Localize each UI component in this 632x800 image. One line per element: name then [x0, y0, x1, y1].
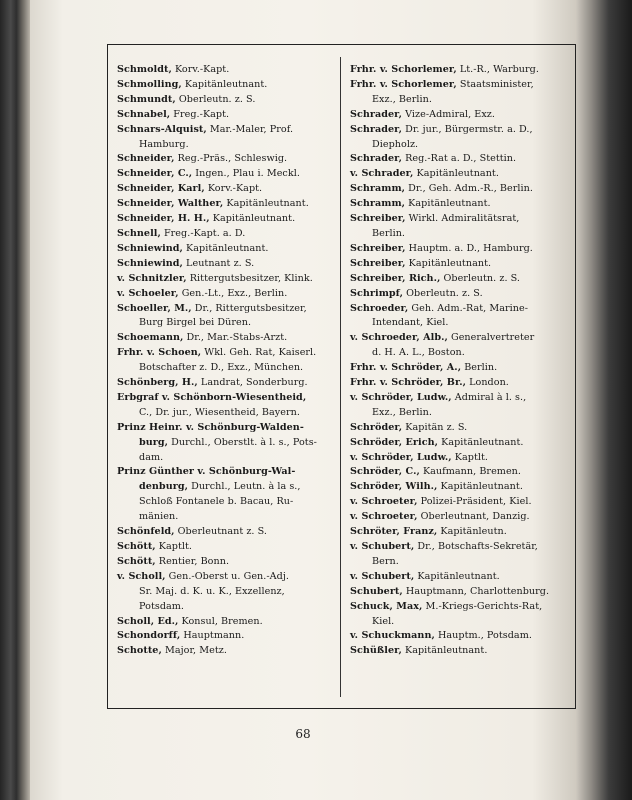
directory-entry — [350, 302, 572, 332]
entry-continuation: mänien. — [139, 511, 179, 523]
entry-line: Schrader, Dr. jur., Bürgermstr. a. D., — [350, 123, 533, 135]
directory-entry — [117, 525, 337, 540]
entry-line: Schröder, Wilh., Kapitänleutnant. — [350, 481, 523, 493]
entry-line: Schönberg, H., Landrat, Sonderburg. — [117, 377, 308, 389]
entry-line: Schrader, Vize-Admiral, Exz. — [350, 108, 496, 120]
directory-entry — [350, 391, 572, 421]
directory-entry — [350, 465, 572, 480]
directory-entry — [117, 167, 337, 182]
entry-line: v. Schrader, Kapitänleutnant. — [350, 168, 499, 180]
entry-continuation: C., Dr. jur., Wiesentheid, Bayern. — [139, 406, 300, 418]
directory-entry — [350, 361, 572, 376]
entry-line: Schroeder, Geh. Adm.-Rat, Marine- — [350, 302, 529, 314]
entry-line: Schneider, Walther, Kapitänleutnant. — [117, 198, 309, 210]
entry-line: Schuck, Max, M.-Kriegs-Gerichts-Rat, — [350, 600, 543, 612]
entry-line: Schröder, Kapitän z. S. — [350, 421, 468, 433]
directory-entry — [117, 212, 337, 227]
directory-entry — [117, 421, 337, 466]
entry-line: v. Schroeder, Alb., Generalvertreter — [350, 332, 535, 344]
column-divider — [340, 57, 341, 697]
entry-continuation: Bern. — [372, 555, 399, 567]
entry-line: v. Schoeler, Gen.-Lt., Exz., Berlin. — [117, 287, 288, 299]
entry-line: Schneider, Reg.-Präs., Schleswig. — [117, 153, 288, 165]
entry-line: Prinz Günther v. Schönburg-Wal- — [117, 466, 296, 478]
directory-entry — [117, 555, 337, 570]
directory-entry — [117, 227, 337, 242]
directory-entry — [350, 376, 572, 391]
entry-line: Schramm, Kapitänleutnant. — [350, 198, 491, 210]
directory-entry — [350, 525, 572, 540]
entry-line: Prinz Heinr. v. Schönburg-Walden- — [117, 421, 304, 433]
entry-continuation: Exz., Berlin. — [372, 93, 432, 105]
entry-line: v. Schubert, Dr., Botschafts-Sekretär, — [350, 541, 538, 552]
entry-line: Schmoldt, Korv.-Kapt. — [117, 64, 230, 75]
entry-line: Schnabel, Freg.-Kapt. — [117, 108, 230, 120]
entry-line: v. Schröder, Ludw., Admiral à l. s., — [350, 391, 527, 403]
entry-continuation: Berlin. — [372, 227, 406, 239]
directory-entry — [117, 257, 337, 272]
left-column — [117, 63, 337, 659]
entry-line: Schondorff, Hauptmann. — [117, 630, 245, 642]
directory-entry — [350, 480, 572, 495]
directory-entry — [350, 436, 572, 451]
directory-entry — [350, 242, 572, 257]
entry-line: Schött, Rentier, Bonn. — [117, 555, 230, 567]
entry-continuation: Diepholz. — [372, 138, 419, 150]
entry-continuation: Hamburg. — [139, 138, 189, 150]
directory-entry — [117, 346, 337, 376]
entry-line: v. Schroeter, Oberleutnant, Danzig. — [350, 511, 530, 523]
entry-line: Schubert, Hauptmann, Charlottenburg. — [350, 585, 550, 597]
directory-entry — [117, 391, 337, 421]
entry-line: Schneider, Karl, Korv.-Kapt. — [117, 183, 263, 195]
entry-line: Frhr. v. Schoen, Wkl. Geh. Rat, Kaiserl. — [117, 347, 317, 359]
directory-entry — [350, 287, 572, 302]
entry-line: Schött, Kaptlt. — [117, 541, 193, 552]
directory-entry — [117, 152, 337, 167]
entry-line: Erbgraf v. Schönborn-Wiesentheid, — [117, 391, 307, 403]
directory-entry — [350, 272, 572, 287]
entry-line: v. Schröder, Ludw., Kaptlt. — [350, 451, 488, 463]
directory-entry — [350, 644, 572, 659]
entry-line: Schoeller, M., Dr., Rittergutsbesitzer, — [117, 302, 307, 314]
entry-line: Frhr. v. Schröder, Br., London. — [350, 377, 509, 389]
directory-entry — [117, 644, 337, 659]
book-binding — [0, 0, 30, 800]
entry-continuation: Potsdam. — [139, 600, 185, 612]
entry-line: Frhr. v. Schorlemer, Staatsminister, — [350, 78, 534, 90]
directory-entry — [117, 465, 337, 525]
entry-line: Schnars-Alquist, Mar.-Maler, Prof. — [117, 123, 294, 135]
directory-entry — [117, 615, 337, 630]
entry-continuation: Sr. Maj. d. K. u. K., Exzellenz, — [139, 585, 285, 597]
directory-entry — [117, 197, 337, 212]
entry-line: v. Schroeter, Polizei-Präsident, Kiel. — [350, 496, 532, 508]
directory-entry — [350, 152, 572, 167]
directory-entry — [117, 331, 337, 346]
entry-line: Schreiber, Wirkl. Admiralitätsrat, — [350, 213, 520, 225]
directory-entry — [350, 451, 572, 466]
directory-entry — [350, 182, 572, 197]
directory-entry — [117, 376, 337, 391]
entry-continuation: Intendant, Kiel. — [372, 317, 449, 329]
entry-line: Frhr. v. Schorlemer, Lt.-R., Warburg. — [350, 64, 539, 75]
directory-entry — [117, 93, 337, 108]
entry-continuation: Kiel. — [372, 615, 395, 627]
directory-entry — [350, 167, 572, 182]
entry-continuation: d. H. A. L., Boston. — [372, 347, 465, 359]
entry-line: v. Scholl, Gen.-Oberst u. Gen.-Adj. — [117, 570, 289, 582]
entry-line: Schneider, H. H., Kapitänleutnant. — [117, 213, 296, 225]
directory-entry — [350, 421, 572, 436]
directory-entry — [350, 257, 572, 272]
directory-entry — [117, 629, 337, 644]
directory-entry — [350, 629, 572, 644]
entry-line: Scholl, Ed., Konsul, Bremen. — [117, 615, 263, 627]
entry-line: Schreiber, Rich., Oberleutn. z. S. — [350, 272, 521, 284]
entry-continuation: Exz., Berlin. — [372, 406, 432, 418]
directory-entry — [350, 585, 572, 600]
directory-entry — [117, 570, 337, 615]
directory-entry — [350, 540, 572, 570]
directory-entry — [350, 212, 572, 242]
directory-entry — [117, 78, 337, 93]
entry-line: Schoemann, Dr., Mar.-Stabs-Arzt. — [117, 332, 288, 344]
page-number: 68 — [295, 727, 311, 741]
directory-entry — [117, 302, 337, 332]
directory-entry — [350, 197, 572, 212]
entry-line: Schmundt, Oberleutn. z. S. — [117, 93, 256, 105]
directory-entry — [350, 123, 572, 153]
directory-entry — [350, 331, 572, 361]
entry-line: Frhr. v. Schröder, A., Berlin. — [350, 362, 498, 374]
entry-line: Schröder, Erich, Kapitänleutnant. — [350, 436, 524, 448]
entry-line: Schüßler, Kapitänleutnant. — [350, 645, 488, 657]
entry-line: Schnell, Freg.-Kapt. a. D. — [117, 227, 246, 239]
entry-line: Schreiber, Hauptm. a. D., Hamburg. — [350, 242, 533, 254]
directory-entry — [350, 570, 572, 585]
entry-line: v. Schnitzler, Rittergutsbesitzer, Klink. — [117, 272, 313, 284]
entry-line: Schröder, C., Kaufmann, Bremen. — [350, 466, 522, 478]
directory-entry — [117, 63, 337, 78]
directory-entry — [117, 287, 337, 302]
entry-continuation: Botschafter z. D., Exz., München. — [139, 362, 304, 374]
directory-entry — [350, 510, 572, 525]
directory-entry — [117, 123, 337, 153]
directory-entry — [117, 182, 337, 197]
directory-entry — [117, 242, 337, 257]
entry-line: Schröter, Franz, Kapitänleutn. — [350, 526, 507, 538]
right-column — [350, 63, 572, 659]
directory-entry — [117, 272, 337, 287]
entry-line: Schreiber, Kapitänleutnant. — [350, 257, 492, 269]
text-frame — [107, 44, 576, 709]
entry-continuation: Burg Birgel bei Düren. — [139, 317, 252, 329]
directory-entry — [350, 495, 572, 510]
next-page-edge — [574, 0, 632, 800]
entry-line: Schmolling, Kapitänleutnant. — [117, 78, 268, 90]
entry-line: Schönfeld, Oberleutnant z. S. — [117, 526, 268, 538]
directory-entry — [350, 108, 572, 123]
entry-line: Schotte, Major, Metz. — [117, 645, 227, 657]
entry-line: Schrader, Reg.-Rat a. D., Stettin. — [350, 153, 517, 165]
directory-entry — [117, 108, 337, 123]
entry-continuation: burg, Durchl., Oberstlt. à l. s., Pots- — [139, 436, 317, 448]
entry-line: Schneider, C., Ingen., Plau i. Meckl. — [117, 168, 300, 180]
directory-entry — [350, 600, 572, 630]
entry-line: v. Schubert, Kapitänleutnant. — [350, 570, 500, 582]
directory-entry — [117, 540, 337, 555]
entry-line: Schramm, Dr., Geh. Adm.-R., Berlin. — [350, 183, 533, 195]
book-page — [30, 0, 576, 800]
entry-continuation: denburg, Durchl., Leutn. à la s., — [139, 481, 301, 493]
entry-continuation: dam. — [139, 451, 164, 463]
entry-line: Schrimpf, Oberleutn. z. S. — [350, 287, 483, 299]
entry-line: Schniewind, Kapitänleutnant. — [117, 242, 269, 254]
entry-line: Schniewind, Leutnant z. S. — [117, 257, 255, 269]
entry-continuation: Schloß Fontanele b. Bacau, Ru- — [139, 496, 294, 508]
directory-entry — [350, 63, 572, 78]
entry-line: v. Schuckmann, Hauptm., Potsdam. — [350, 630, 532, 642]
directory-entry — [350, 78, 572, 108]
